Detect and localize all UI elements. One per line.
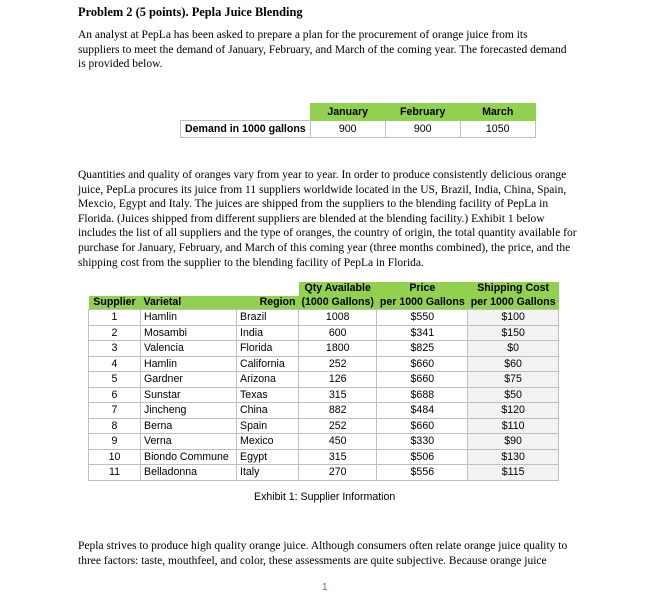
supplier-header-row-top — [89, 282, 559, 296]
demand-january: 900 — [310, 121, 385, 138]
cell-qty-available: 315 — [299, 387, 377, 403]
cell-supplier-id: 1 — [89, 310, 141, 326]
cell-region: China — [237, 403, 299, 419]
cell-region: Mexico — [237, 434, 299, 450]
cell-shipping-cost: $75 — [468, 372, 559, 388]
cell-supplier-id: 2 — [89, 325, 141, 341]
cell-varietal: Berna — [141, 418, 237, 434]
cell-qty-available: 882 — [299, 403, 377, 419]
table-row — [89, 372, 559, 388]
cell-varietal: Hamlin — [141, 356, 237, 372]
cell-price: $825 — [377, 341, 468, 357]
table-row — [89, 387, 559, 403]
cell-varietal: Verna — [141, 434, 237, 450]
cell-varietal: Jincheng — [141, 403, 237, 419]
cell-price: $330 — [377, 434, 468, 450]
cell-varietal: Biondo Commune — [141, 449, 237, 465]
table-row — [89, 403, 559, 419]
cell-varietal: Mosambi — [141, 325, 237, 341]
intro-paragraph: An analyst at PepLa has been asked to prepare a plan for the procurement of orange juice from its suppliers to meet the demand of January, February, and March of the coming year. The forecasted demand is provided below. — [78, 29, 567, 71]
header-varietal: Varietal — [141, 296, 237, 310]
cell-price: $506 — [377, 449, 468, 465]
cell-region: India — [237, 325, 299, 341]
demand-corner — [181, 104, 311, 121]
cell-region: Brazil — [237, 310, 299, 326]
table-row — [89, 465, 559, 481]
header-region: Region — [237, 296, 299, 310]
table-row — [89, 434, 559, 450]
cell-shipping-cost: $115 — [468, 465, 559, 481]
cell-qty-available: 450 — [299, 434, 377, 450]
header-top-qty: Qty Available — [299, 282, 377, 296]
cell-varietal: Sunstar — [141, 387, 237, 403]
cell-supplier-id: 7 — [89, 403, 141, 419]
cell-shipping-cost: $50 — [468, 387, 559, 403]
header-top-supplier — [89, 282, 141, 296]
table-row — [89, 356, 559, 372]
header-top-price: Price — [377, 282, 468, 296]
cell-price: $484 — [377, 403, 468, 419]
table-row — [89, 341, 559, 357]
cell-varietal: Valencia — [141, 341, 237, 357]
cell-supplier-id: 8 — [89, 418, 141, 434]
cell-qty-available: 1800 — [299, 341, 377, 357]
cell-region: Spain — [237, 418, 299, 434]
cell-supplier-id: 4 — [89, 356, 141, 372]
cell-qty-available: 252 — [299, 418, 377, 434]
cell-shipping-cost: $110 — [468, 418, 559, 434]
supplier-header-row-bottom — [89, 296, 559, 310]
exhibit-caption: Exhibit 1: Supplier Information — [254, 491, 396, 503]
cell-shipping-cost: $150 — [468, 325, 559, 341]
cell-price: $660 — [377, 418, 468, 434]
cell-qty-available: 1008 — [299, 310, 377, 326]
body-paragraph: Quantities and quality of oranges vary from year to year. In order to produce consistently delicious orange juice, PepLa procures its juice from 11 suppliers worldwide located in the US, Brazil, India, China, Spain, Mexcio, Egypt and Italy. The juices are shipped from the suppliers to the blending facility of PepLa in Florida. (Juices shipped from different suppliers are blended at the blending facility.) Exhibit 1 below includes the list of all suppliers and the type of oranges, the country of origin, the total quantity available for purchase for January, February, and March of this coming year (three months combined), the price, and the shipping cost from the supplier to the blending facility of PepLa in Florida. — [78, 169, 577, 269]
cell-shipping-cost: $100 — [468, 310, 559, 326]
cell-price: $688 — [377, 387, 468, 403]
demand-row-label: Demand in 1000 gallons — [181, 121, 311, 138]
cell-price: $660 — [377, 372, 468, 388]
cell-qty-available: 252 — [299, 356, 377, 372]
cell-region: Italy — [237, 465, 299, 481]
cell-shipping-cost: $120 — [468, 403, 559, 419]
page-number: 1 — [322, 582, 328, 593]
problem-title: Problem 2 (5 points). Pepla Juice Blending — [78, 5, 303, 19]
cell-supplier-id: 5 — [89, 372, 141, 388]
header-qty: (1000 Gallons) — [299, 296, 377, 310]
cell-qty-available: 315 — [299, 449, 377, 465]
cell-region: Arizona — [237, 372, 299, 388]
cell-supplier-id: 11 — [89, 465, 141, 481]
table-row — [89, 449, 559, 465]
cell-varietal: Hamlin — [141, 310, 237, 326]
demand-february: 900 — [385, 121, 460, 138]
cell-region: California — [237, 356, 299, 372]
header-top-shipping: Shipping Cost — [468, 282, 559, 296]
header-shipping: per 1000 Gallons — [468, 296, 559, 310]
cell-shipping-cost: $60 — [468, 356, 559, 372]
demand-header-february: February — [385, 104, 460, 121]
cell-price: $660 — [377, 356, 468, 372]
cell-region: Texas — [237, 387, 299, 403]
demand-march: 1050 — [460, 121, 535, 138]
closing-paragraph: Pepla strives to produce high quality orange juice. Although consumers often relate orange juice quality to three factors: taste, mouthfeel, and color, these assessments are quite subjective. Because orange juice — [78, 540, 568, 567]
table-row — [89, 310, 559, 326]
demand-table — [180, 103, 536, 138]
demand-value-row — [181, 121, 536, 138]
table-row — [89, 418, 559, 434]
header-top-varietal — [141, 282, 237, 296]
header-supplier: Supplier — [89, 296, 141, 310]
demand-header-march: March — [460, 104, 535, 121]
cell-qty-available: 126 — [299, 372, 377, 388]
cell-price: $341 — [377, 325, 468, 341]
demand-header-january: January — [310, 104, 385, 121]
cell-supplier-id: 9 — [89, 434, 141, 450]
supplier-table — [88, 282, 559, 481]
cell-supplier-id: 3 — [89, 341, 141, 357]
cell-varietal: Belladonna — [141, 465, 237, 481]
cell-shipping-cost: $130 — [468, 449, 559, 465]
header-top-region — [237, 282, 299, 296]
cell-region: Florida — [237, 341, 299, 357]
cell-supplier-id: 6 — [89, 387, 141, 403]
cell-qty-available: 270 — [299, 465, 377, 481]
cell-price: $550 — [377, 310, 468, 326]
demand-header-row — [181, 104, 536, 121]
cell-varietal: Gardner — [141, 372, 237, 388]
cell-shipping-cost: $90 — [468, 434, 559, 450]
table-row — [89, 325, 559, 341]
cell-region: Egypt — [237, 449, 299, 465]
supplier-table-body — [89, 310, 559, 481]
cell-price: $556 — [377, 465, 468, 481]
cell-supplier-id: 10 — [89, 449, 141, 465]
header-price: per 1000 Gallons — [377, 296, 468, 310]
cell-qty-available: 600 — [299, 325, 377, 341]
cell-shipping-cost: $0 — [468, 341, 559, 357]
